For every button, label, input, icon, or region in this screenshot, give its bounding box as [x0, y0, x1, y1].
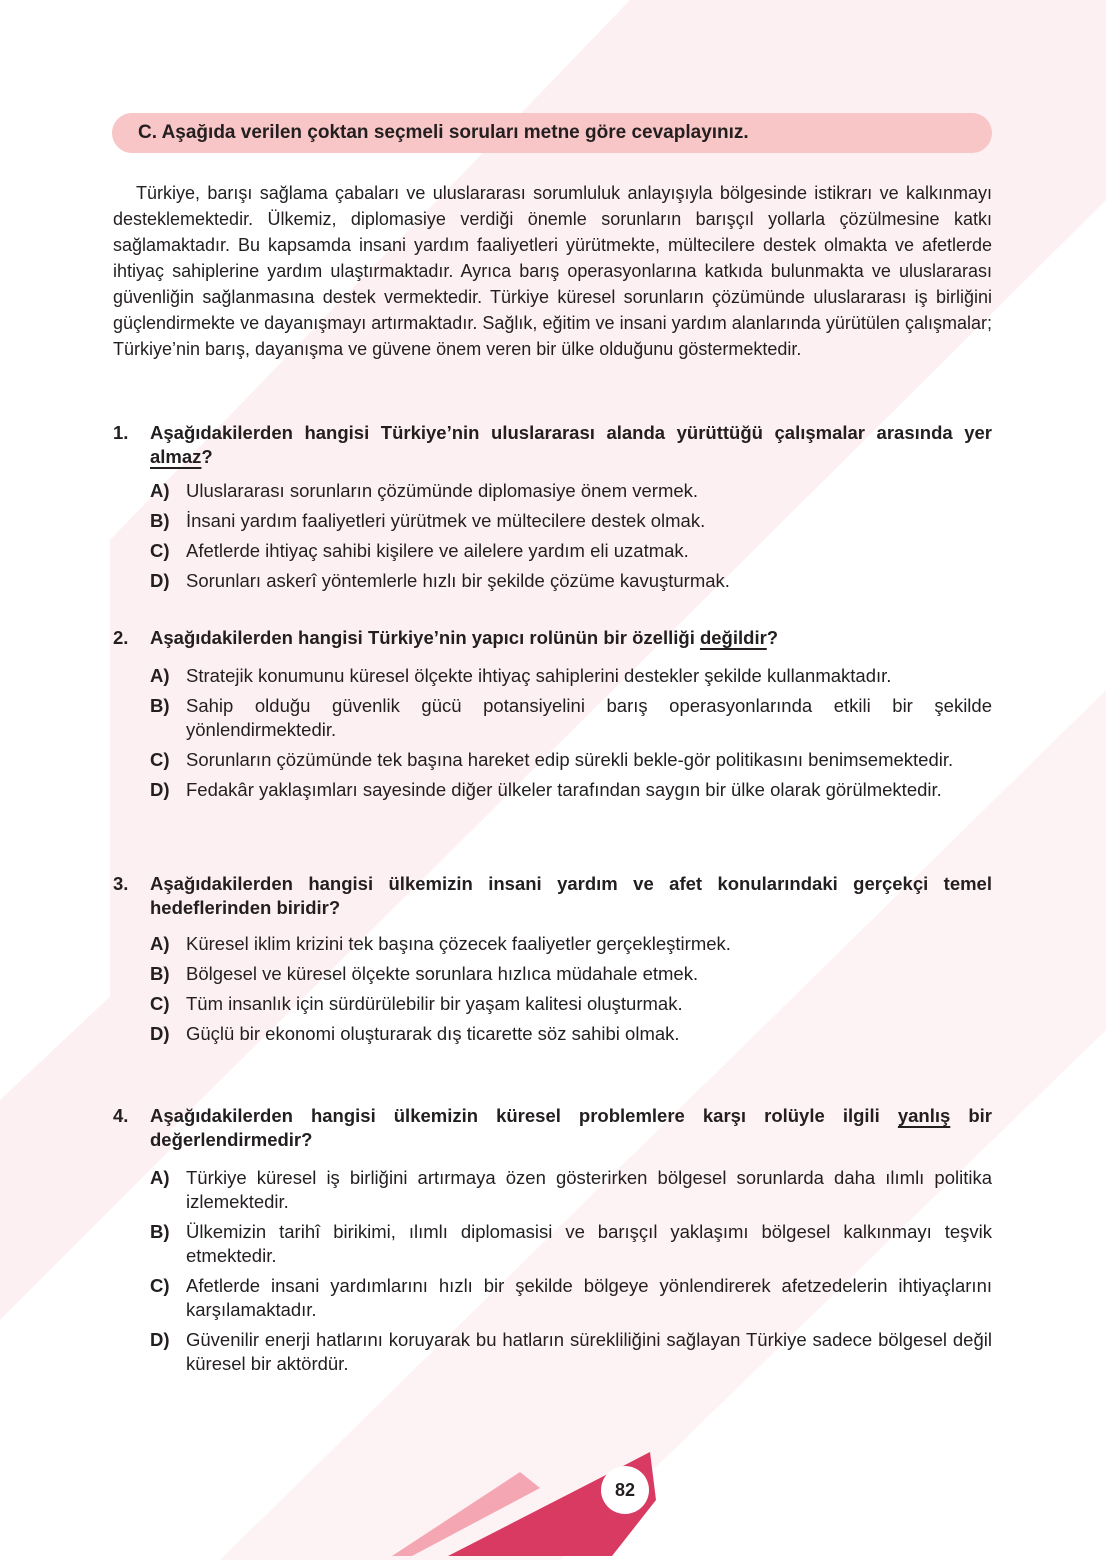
question-number: 3. [113, 873, 129, 894]
stem-text-end: ? [201, 446, 213, 467]
question-stem [113, 872, 992, 920]
options-list [113, 479, 992, 593]
options-list [113, 664, 992, 802]
option-text: Afetlerde insani yardımlarını hızlı bir şekilde bölgeye yönlendirerek afetzedelerin ihtiyaçlarını karşılamaktadır. [186, 1275, 992, 1320]
stem-emphasis: değildir [699, 627, 767, 648]
reading-passage: Türkiye, barışı sağlama çabaları ve uluslararası sorumluluk anlayışıyla bölgesinde istikrarı ve kalkınmayı desteklemektedir. Ülkemiz, diplomasiye verdiği önemle sorunların barışçıl yollarla çözülmesine katkı sağlamaktadır. Bu kapsamda insani yardım faaliyetleri yürütmekte, mültecilere destek olmakta ve afetlerde ihtiyaç sahiplerine yardım ulaştırmaktadır. Ayrıca barış operasyonlarına katkıda bulunmakta ve uluslararası güvenliğin sağlanmasına destek vermektedir. Türkiye küresel sorunların çözümünde uluslararası iş birliğini güçlendirmekte ve dayanışmayı artırmaktadır. Sağlık, eğitim ve insani yardım alanlarında yürütülen çalışmalar; Türkiye’nin barış, dayanışma ve güvene önem veren bir ülke olduğunu göstermektedir. [113, 183, 992, 359]
option-letter: D) [150, 779, 170, 800]
option-text: Sahip olduğu güvenlik gücü potansiyelini barış operasyonlarında etkili bir şekilde yönlendirmektedir. [186, 695, 992, 740]
option-letter: D) [150, 570, 170, 591]
option-c[interactable] [113, 992, 992, 1016]
option-c[interactable] [113, 539, 992, 563]
option-d[interactable] [113, 569, 992, 593]
option-text: Uluslararası sorunların çözümünde diplomasiye önem vermek. [186, 480, 699, 501]
option-letter: A) [150, 933, 170, 954]
option-a[interactable] [113, 664, 992, 688]
question-stem [113, 626, 992, 650]
option-text: Fedakâr yaklaşımları sayesinde diğer ülkeler tarafından saygın bir ülke olarak görülmektedir. [186, 779, 942, 800]
question-1 [113, 421, 992, 593]
option-letter: B) [150, 963, 170, 984]
option-letter: B) [150, 695, 170, 716]
option-c[interactable] [113, 1274, 992, 1322]
question-number: 4. [113, 1105, 129, 1126]
option-text: Ülkemizin tarihî birikimi, ılımlı diplomasisi ve barışçıl yaklaşımı bölgesel kalkınmayı teşvik etmektedir. [186, 1221, 992, 1266]
question-number: 2. [113, 627, 129, 648]
option-text: Afetlerde ihtiyaç sahibi kişilere ve ailelere yardım eli uzatmak. [186, 540, 689, 561]
question-stem [113, 421, 992, 469]
option-letter: A) [150, 1167, 170, 1188]
option-b[interactable] [113, 509, 992, 533]
question-3 [113, 872, 992, 1046]
option-b[interactable] [113, 962, 992, 986]
stem-text: Aşağıdakilerden hangisi Türkiye’nin yapıcı rolünün bir özelliği [150, 627, 700, 648]
option-text: Türkiye küresel iş birliğini artırmaya özen gösterirken bölgesel sorunlarda daha ılımlı politika izlemektedir. [186, 1167, 992, 1212]
question-stem [113, 1104, 992, 1152]
option-letter: C) [150, 540, 170, 561]
option-d[interactable] [113, 1022, 992, 1046]
option-letter: B) [150, 1221, 170, 1242]
option-letter: A) [150, 480, 170, 501]
option-letter: A) [150, 665, 170, 686]
option-letter: D) [150, 1329, 170, 1350]
option-c[interactable] [113, 748, 992, 772]
option-text: Güvenilir enerji hatlarını koruyarak bu hatların sürekliliğini sağlayan Türkiye sadece bölgesel değil küresel bir aktördür. [186, 1329, 992, 1374]
option-text: Güçlü bir ekonomi oluşturarak dış ticarette söz sahibi olmak. [186, 1023, 680, 1044]
question-2 [113, 626, 992, 802]
option-letter: C) [150, 1275, 170, 1296]
option-a[interactable] [113, 479, 992, 503]
option-letter: C) [150, 993, 170, 1014]
question-number: 1. [113, 422, 129, 443]
option-text: Sorunların çözümünde tek başına hareket edip sürekli bekle-gör politikasını benimsemektedir. [186, 749, 954, 770]
option-text: Stratejik konumunu küresel ölçekte ihtiyaç sahiplerini destekler şekilde kullanmaktadır. [186, 665, 892, 686]
stem-text-end: bir değerlendirmedir? [150, 1105, 992, 1150]
stem-emphasis: yanlış [897, 1105, 951, 1126]
option-b[interactable] [113, 694, 992, 742]
stem-emphasis: almaz [150, 446, 202, 467]
question-4 [113, 1104, 992, 1376]
stem-text-end: ? [766, 627, 779, 648]
option-text: Sorunları askerî yöntemlerle hızlı bir şekilde çözüme kavuşturmak. [186, 570, 730, 591]
option-text: Tüm insanlık için sürdürülebilir bir yaşam kalitesi oluşturmak. [186, 993, 683, 1014]
options-list [113, 932, 992, 1046]
option-a[interactable] [113, 932, 992, 956]
page-number: 82 [601, 1466, 649, 1514]
option-letter: C) [150, 749, 170, 770]
section-heading: C. Aşağıda verilen çoktan seçmeli soruları metne göre cevaplayınız. [112, 113, 992, 153]
stem-text: Aşağıdakilerden hangisi Türkiye’nin uluslararası alanda yürüttüğü çalışmalar arasında yer [150, 422, 992, 443]
option-text: Bölgesel ve küresel ölçekte sorunlara hızlıca müdahale etmek. [186, 963, 699, 984]
option-text: Küresel iklim krizini tek başına çözecek faaliyetler gerçekleştirmek. [186, 933, 731, 954]
option-text: İnsani yardım faaliyetleri yürütmek ve mültecilere destek olmak. [186, 510, 706, 531]
option-letter: D) [150, 1023, 170, 1044]
stem-text: Aşağıdakilerden hangisi ülkemizin insani yardım ve afet konularındaki gerçekçi temel hedeflerinden biridir? [150, 873, 992, 918]
option-a[interactable] [113, 1166, 992, 1214]
options-list [113, 1166, 992, 1376]
option-d[interactable] [113, 1328, 992, 1376]
option-b[interactable] [113, 1220, 992, 1268]
option-letter: B) [150, 510, 170, 531]
stem-text: Aşağıdakilerden hangisi ülkemizin küresel problemlere karşı rolüyle ilgili [150, 1105, 898, 1126]
option-d[interactable] [113, 778, 992, 802]
